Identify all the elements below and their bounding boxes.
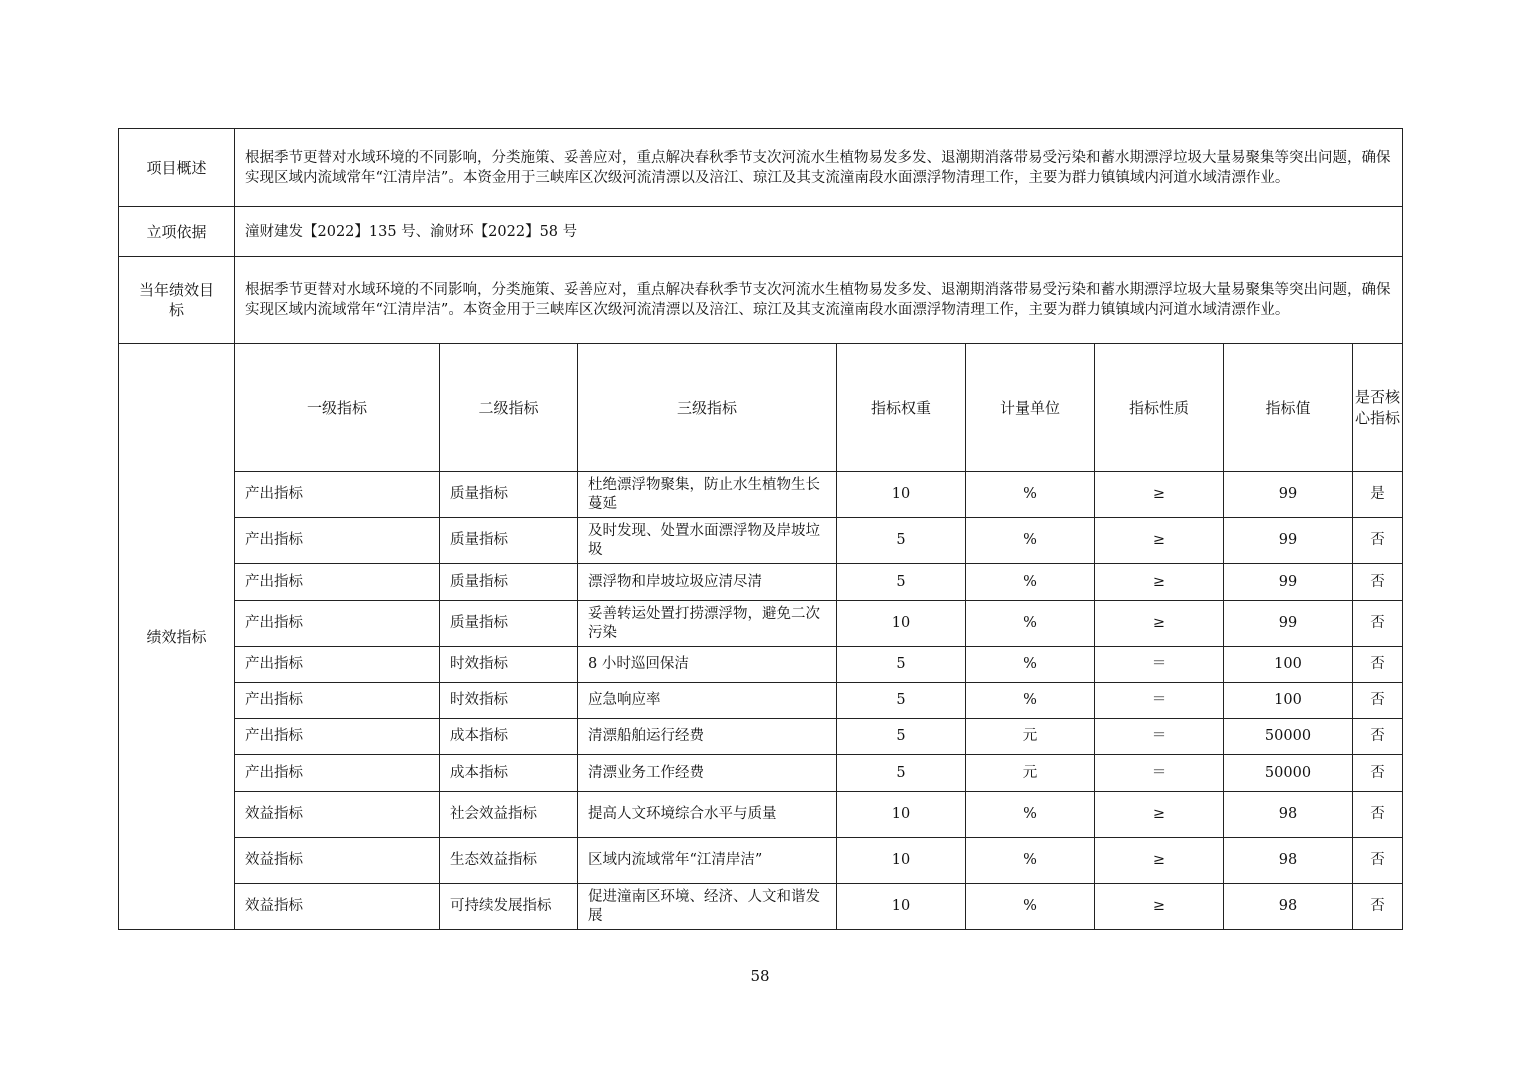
cell-core: 否 bbox=[1353, 792, 1403, 838]
cell-unit: % bbox=[966, 564, 1095, 601]
cell-level1: 产出指标 bbox=[235, 647, 440, 683]
cell-weight: 5 bbox=[837, 518, 966, 564]
cell-value: 99 bbox=[1224, 472, 1353, 518]
cell-level1: 产出指标 bbox=[235, 601, 440, 647]
overview-text: 根据季节更替对水域环境的不同影响，分类施策、妥善应对，重点解决春秋季节支次河流水生植物易发多发、退潮期消落带易受污染和蓄水期漂浮垃圾大量易聚集等突出问题，确保实现区域内流域常年“江清岸洁”。本资金用于三峡库区次级河流清漂以及涪江、琼江及其支流潼南段水面漂浮物清理工作，主要为群力镇镇域内河道水域清漂作业。 bbox=[235, 129, 1403, 207]
cell-core: 否 bbox=[1353, 647, 1403, 683]
cell-core: 否 bbox=[1353, 518, 1403, 564]
header-weight: 指标权重 bbox=[837, 344, 966, 472]
cell-value: 99 bbox=[1224, 518, 1353, 564]
cell-level1: 效益指标 bbox=[235, 792, 440, 838]
table-row bbox=[119, 719, 1403, 755]
table-row bbox=[119, 884, 1403, 930]
table-row bbox=[119, 683, 1403, 719]
cell-level2: 社会效益指标 bbox=[440, 792, 578, 838]
header-level2: 二级指标 bbox=[440, 344, 578, 472]
table-row bbox=[119, 647, 1403, 683]
cell-level1: 产出指标 bbox=[235, 719, 440, 755]
cell-level2: 质量指标 bbox=[440, 518, 578, 564]
overview-row bbox=[119, 129, 1403, 207]
cell-nature: ≥ bbox=[1095, 838, 1224, 884]
cell-level2: 时效指标 bbox=[440, 647, 578, 683]
table-row bbox=[119, 792, 1403, 838]
table-row bbox=[119, 755, 1403, 792]
basis-label: 立项依据 bbox=[119, 207, 235, 257]
basis-row bbox=[119, 207, 1403, 257]
header-nature: 指标性质 bbox=[1095, 344, 1224, 472]
cell-weight: 5 bbox=[837, 683, 966, 719]
cell-core: 否 bbox=[1353, 838, 1403, 884]
cell-core: 是 bbox=[1353, 472, 1403, 518]
cell-level2: 成本指标 bbox=[440, 719, 578, 755]
cell-unit: % bbox=[966, 884, 1095, 930]
table-row bbox=[119, 838, 1403, 884]
cell-nature: ≥ bbox=[1095, 601, 1224, 647]
cell-level1: 产出指标 bbox=[235, 683, 440, 719]
cell-unit: % bbox=[966, 838, 1095, 884]
cell-level1: 产出指标 bbox=[235, 518, 440, 564]
cell-core: 否 bbox=[1353, 884, 1403, 930]
cell-unit: 元 bbox=[966, 719, 1095, 755]
performance-table bbox=[118, 128, 1403, 930]
cell-level1: 产出指标 bbox=[235, 472, 440, 518]
cell-weight: 10 bbox=[837, 838, 966, 884]
goal-row bbox=[119, 257, 1403, 344]
cell-level2: 质量指标 bbox=[440, 601, 578, 647]
table-row bbox=[119, 564, 1403, 601]
cell-level1: 产出指标 bbox=[235, 564, 440, 601]
cell-nature: ≥ bbox=[1095, 884, 1224, 930]
cell-value: 50000 bbox=[1224, 719, 1353, 755]
cell-weight: 10 bbox=[837, 472, 966, 518]
cell-weight: 5 bbox=[837, 755, 966, 792]
cell-level3: 及时发现、处置水面漂浮物及岸坡垃圾 bbox=[578, 518, 837, 564]
cell-level1: 产出指标 bbox=[235, 755, 440, 792]
table-row bbox=[119, 601, 1403, 647]
table-row bbox=[119, 472, 1403, 518]
cell-value: 99 bbox=[1224, 564, 1353, 601]
cell-level3: 清漂业务工作经费 bbox=[578, 755, 837, 792]
cell-nature: ≥ bbox=[1095, 564, 1224, 601]
cell-weight: 10 bbox=[837, 601, 966, 647]
cell-unit: % bbox=[966, 601, 1095, 647]
cell-core: 否 bbox=[1353, 755, 1403, 792]
header-unit: 计量单位 bbox=[966, 344, 1095, 472]
header-core: 是否核心指标 bbox=[1353, 344, 1403, 472]
cell-weight: 5 bbox=[837, 719, 966, 755]
cell-unit: 元 bbox=[966, 755, 1095, 792]
cell-value: 100 bbox=[1224, 683, 1353, 719]
page-number: 58 bbox=[750, 967, 770, 985]
header-level1: 一级指标 bbox=[235, 344, 440, 472]
cell-level2: 质量指标 bbox=[440, 564, 578, 601]
header-value: 指标值 bbox=[1224, 344, 1353, 472]
cell-level2: 时效指标 bbox=[440, 683, 578, 719]
cell-level3: 清漂船舶运行经费 bbox=[578, 719, 837, 755]
cell-nature: ≥ bbox=[1095, 472, 1224, 518]
cell-level2: 可持续发展指标 bbox=[440, 884, 578, 930]
cell-value: 99 bbox=[1224, 601, 1353, 647]
cell-level3: 杜绝漂浮物聚集，防止水生植物生长蔓延 bbox=[578, 472, 837, 518]
basis-text: 潼财建发【2022】135 号、渝财环【2022】58 号 bbox=[235, 207, 1403, 257]
cell-level3: 促进潼南区环境、经济、人文和谐发展 bbox=[578, 884, 837, 930]
cell-level2: 生态效益指标 bbox=[440, 838, 578, 884]
cell-level1: 效益指标 bbox=[235, 838, 440, 884]
cell-core: 否 bbox=[1353, 719, 1403, 755]
cell-unit: % bbox=[966, 518, 1095, 564]
cell-level3: 提高人文环境综合水平与质量 bbox=[578, 792, 837, 838]
cell-level2: 成本指标 bbox=[440, 755, 578, 792]
cell-unit: % bbox=[966, 792, 1095, 838]
cell-unit: % bbox=[966, 472, 1095, 518]
cell-core: 否 bbox=[1353, 683, 1403, 719]
cell-weight: 5 bbox=[837, 647, 966, 683]
cell-weight: 10 bbox=[837, 792, 966, 838]
goal-text: 根据季节更替对水域环境的不同影响，分类施策、妥善应对，重点解决春秋季节支次河流水生植物易发多发、退潮期消落带易受污染和蓄水期漂浮垃圾大量易聚集等突出问题，确保实现区域内流域常年“江清岸洁”。本资金用于三峡库区次级河流清漂以及涪江、琼江及其支流潼南段水面漂浮物清理工作，主要为群力镇镇域内河道水域清漂作业。 bbox=[235, 257, 1403, 344]
cell-value: 98 bbox=[1224, 792, 1353, 838]
cell-level3: 妥善转运处置打捞漂浮物，避免二次污染 bbox=[578, 601, 837, 647]
overview-label: 项目概述 bbox=[119, 129, 235, 207]
cell-level1: 效益指标 bbox=[235, 884, 440, 930]
cell-level3: 8 小时巡回保洁 bbox=[578, 647, 837, 683]
cell-unit: % bbox=[966, 683, 1095, 719]
header-level3: 三级指标 bbox=[578, 344, 837, 472]
goal-label: 当年绩效目标 bbox=[119, 257, 235, 344]
cell-core: 否 bbox=[1353, 564, 1403, 601]
cell-level3: 漂浮物和岸坡垃圾应清尽清 bbox=[578, 564, 837, 601]
cell-level3: 应急响应率 bbox=[578, 683, 837, 719]
cell-unit: % bbox=[966, 647, 1095, 683]
indicators-label: 绩效指标 bbox=[119, 344, 235, 930]
cell-value: 98 bbox=[1224, 838, 1353, 884]
cell-level2: 质量指标 bbox=[440, 472, 578, 518]
cell-nature: ＝ bbox=[1095, 683, 1224, 719]
cell-value: 100 bbox=[1224, 647, 1353, 683]
cell-nature: ≥ bbox=[1095, 792, 1224, 838]
cell-level3: 区域内流域常年“江清岸洁” bbox=[578, 838, 837, 884]
cell-value: 98 bbox=[1224, 884, 1353, 930]
cell-nature: ≥ bbox=[1095, 518, 1224, 564]
cell-nature: ＝ bbox=[1095, 647, 1224, 683]
cell-nature: ＝ bbox=[1095, 719, 1224, 755]
cell-value: 50000 bbox=[1224, 755, 1353, 792]
cell-nature: ＝ bbox=[1095, 755, 1224, 792]
indicator-header-row bbox=[119, 344, 1403, 472]
cell-core: 否 bbox=[1353, 601, 1403, 647]
table-row bbox=[119, 518, 1403, 564]
cell-weight: 10 bbox=[837, 884, 966, 930]
cell-weight: 5 bbox=[837, 564, 966, 601]
